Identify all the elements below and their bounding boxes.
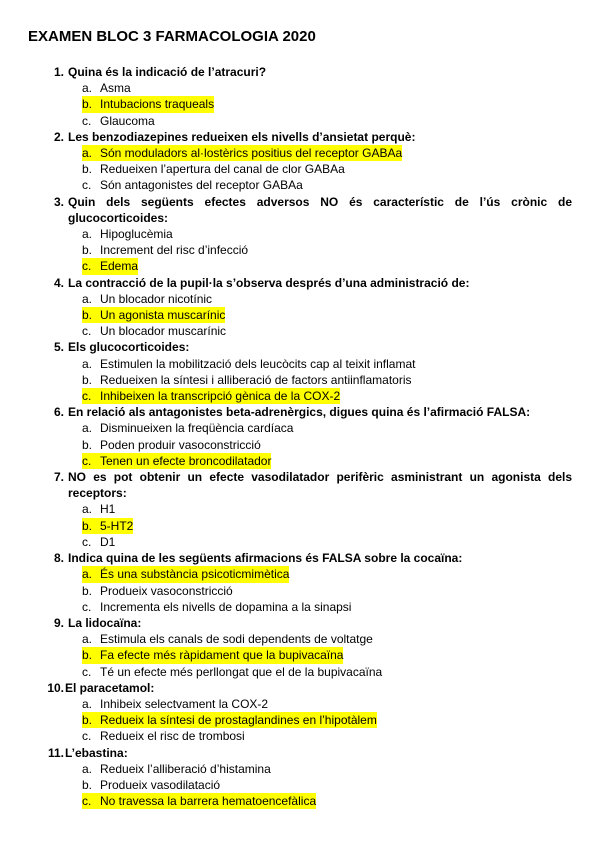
option-a xyxy=(82,696,572,712)
option-letter: c. xyxy=(82,599,92,614)
option-letter: c. xyxy=(82,178,92,193)
option-letter: a. xyxy=(82,145,100,161)
option-letter: a. xyxy=(82,356,93,371)
page-title: EXAMEN BLOC 3 FARMACOLOGIA 2020 xyxy=(28,28,316,45)
question-number: 4. xyxy=(53,275,64,290)
option-b xyxy=(82,307,572,323)
option-text: Redueixen l’apertura del canal de clor GABAa xyxy=(100,162,345,177)
option-c xyxy=(82,388,572,404)
option-letter: b. xyxy=(82,647,100,663)
question-header xyxy=(28,550,572,566)
option-a xyxy=(82,631,572,647)
option-text: H1 xyxy=(100,502,116,517)
option-text: Edema xyxy=(100,259,139,274)
option-letter: c. xyxy=(82,793,100,809)
option-text: Estimulen la mobilització dels leucòcits cap al teixit inflamat xyxy=(100,356,416,371)
option-text: Increment del risc d’infecció xyxy=(100,243,249,258)
option-letter: c. xyxy=(82,534,92,549)
option-letter: c. xyxy=(82,113,92,128)
option-c xyxy=(82,728,572,744)
option-letter: b. xyxy=(82,583,93,598)
option-a xyxy=(82,501,572,517)
option-a xyxy=(82,80,572,96)
question-number: 1. xyxy=(53,65,64,79)
question-number: 8. xyxy=(53,551,64,566)
option-letter: a. xyxy=(82,291,93,306)
option-letter: c. xyxy=(82,388,100,404)
question-number: 5. xyxy=(53,340,64,355)
question-11 xyxy=(28,745,572,810)
question-text: Les benzodiazepines redueixen els nivells d’ansietat perquè: xyxy=(68,129,416,144)
option-text: No travessa la barrera hematoencefàlica xyxy=(100,794,317,809)
option-b xyxy=(82,242,572,258)
option-b xyxy=(82,518,572,534)
question-text: Els glucocorticoides: xyxy=(68,340,190,355)
option-b xyxy=(82,96,572,112)
question-text: La lidocaïna: xyxy=(68,615,142,630)
question-number: 3. xyxy=(53,194,64,209)
question-list xyxy=(28,64,572,809)
option-a xyxy=(82,145,572,161)
question-text: Quin dels següents efectes adversos NO és característic de l’ús crònic de glucocorticoides: xyxy=(68,194,572,225)
option-b xyxy=(82,583,572,599)
option-text: Produeix vasoconstricció xyxy=(100,583,233,598)
option-a xyxy=(82,761,572,777)
option-letter: a. xyxy=(82,566,100,582)
option-text: Un agonista muscarínic xyxy=(100,308,226,323)
option-letter: c. xyxy=(82,324,92,339)
option-b xyxy=(82,437,572,453)
option-a xyxy=(82,420,572,436)
option-text: Redueix la síntesi de prostaglandines en l’hipotàlem xyxy=(100,713,377,728)
option-letter: a. xyxy=(82,632,93,647)
option-c xyxy=(82,534,572,550)
option-c xyxy=(82,453,572,469)
option-text: Intubacions traqueals xyxy=(100,97,215,112)
option-text: Redueix el risc de trombosi xyxy=(100,729,245,744)
option-c xyxy=(82,258,572,274)
question-text: El paracetamol: xyxy=(65,680,155,695)
option-c xyxy=(82,599,572,615)
option-text: Redueix l’alliberació d’histamina xyxy=(100,761,271,776)
option-a xyxy=(82,566,572,582)
option-letter: b. xyxy=(82,96,100,112)
option-text: Té un efecte més perllongat que el de la bupivacaïna xyxy=(100,664,383,679)
option-text: D1 xyxy=(100,534,116,549)
option-text: Incrementa els nivells de dopamina a la sinapsi xyxy=(100,599,352,614)
option-letter: b. xyxy=(82,712,100,728)
question-text: En relació als antagonistes beta-adrenèrgics, digues quina és l’afirmació FALSA: xyxy=(68,405,531,420)
question-6 xyxy=(28,404,572,469)
option-text: Redueixen la síntesi i alliberació de factors antiinflamatoris xyxy=(100,372,412,387)
question-1 xyxy=(28,64,572,129)
question-9 xyxy=(28,615,572,680)
option-letter: c. xyxy=(82,664,92,679)
question-10 xyxy=(28,680,572,745)
question-header xyxy=(28,680,572,696)
question-header xyxy=(28,275,572,291)
option-text: Poden produir vasoconstricció xyxy=(100,437,261,452)
question-text: NO es pot obtenir un efecte vasodilatador perifèric asministrant un agonista dels receptors: xyxy=(68,470,572,501)
question-8 xyxy=(28,550,572,615)
question-7 xyxy=(28,469,572,550)
option-a xyxy=(82,356,572,372)
question-header xyxy=(28,64,572,80)
question-number: 2. xyxy=(53,129,64,144)
option-letter: c. xyxy=(82,453,100,469)
option-b xyxy=(82,777,572,793)
option-b xyxy=(82,647,572,663)
option-text: Produeix vasodilatació xyxy=(100,777,221,792)
question-number: 7. xyxy=(53,470,64,485)
option-letter: a. xyxy=(82,696,93,711)
option-letter: b. xyxy=(82,372,93,387)
option-b xyxy=(82,161,572,177)
question-header xyxy=(28,615,572,631)
question-text: L’ebastina: xyxy=(65,745,128,760)
question-5 xyxy=(28,339,572,404)
question-text: La contracció de la pupil·la s’observa després d’una administració de: xyxy=(68,275,470,290)
option-letter: b. xyxy=(82,162,93,177)
option-letter: a. xyxy=(82,227,93,242)
option-c xyxy=(82,177,572,193)
option-letter: b. xyxy=(82,777,93,792)
option-text: Són moduladors al·lostèrics positius del receptor GABAa xyxy=(100,146,403,161)
option-c xyxy=(82,113,572,129)
question-number: 6. xyxy=(53,405,64,420)
option-text: Fa efecte més ràpidament que la bupivacaïna xyxy=(100,648,344,663)
option-c xyxy=(82,323,572,339)
option-text: Estimula els canals de sodi dependents de voltatge xyxy=(100,632,373,647)
option-letter: a. xyxy=(82,502,93,517)
option-letter: c. xyxy=(82,729,92,744)
option-a xyxy=(82,291,572,307)
option-text: Inhibeix selectvament la COX-2 xyxy=(100,696,269,711)
option-letter: a. xyxy=(82,421,93,436)
option-c xyxy=(82,664,572,680)
question-number: 9. xyxy=(53,615,64,630)
option-text: És una substància psicoticmimètica xyxy=(100,567,290,582)
question-text: Indica quina de les següents afirmacions és FALSA sobre la cocaïna: xyxy=(68,551,463,566)
question-number: 11. xyxy=(47,745,64,760)
option-text: Disminueixen la freqüència cardíaca xyxy=(100,421,294,436)
question-header xyxy=(28,194,572,226)
question-header xyxy=(28,469,572,501)
option-text: Tenen un efecte broncodilatador xyxy=(100,453,272,468)
question-number: 10. xyxy=(47,680,64,695)
option-letter: c. xyxy=(82,258,100,274)
option-text: Un blocador nicotínic xyxy=(100,291,213,306)
option-a xyxy=(82,226,572,242)
question-header xyxy=(28,339,572,355)
option-letter: b. xyxy=(82,243,93,258)
option-b xyxy=(82,712,572,728)
question-header xyxy=(28,129,572,145)
option-b xyxy=(82,372,572,388)
option-text: Glaucoma xyxy=(100,113,155,128)
question-header xyxy=(28,404,572,420)
option-letter: a. xyxy=(82,81,93,96)
option-letter: b. xyxy=(82,437,93,452)
option-text: 5-HT2 xyxy=(100,518,134,533)
question-header xyxy=(28,745,572,761)
question-3 xyxy=(28,194,572,275)
option-text: Asma xyxy=(100,81,131,96)
option-text: Inhibeixen la transcripció gènica de la COX-2 xyxy=(100,389,341,404)
option-letter: b. xyxy=(82,518,100,534)
option-letter: b. xyxy=(82,307,100,323)
question-text: Quina és la indicació de l’atracuri? xyxy=(68,65,267,79)
option-c xyxy=(82,793,572,809)
question-4 xyxy=(28,275,572,340)
option-text: Un blocador muscarínic xyxy=(100,324,227,339)
option-text: Són antagonistes del receptor GABAa xyxy=(100,178,303,193)
option-letter: a. xyxy=(82,761,93,776)
option-text: Hipoglucèmia xyxy=(100,227,173,242)
question-2 xyxy=(28,129,572,194)
